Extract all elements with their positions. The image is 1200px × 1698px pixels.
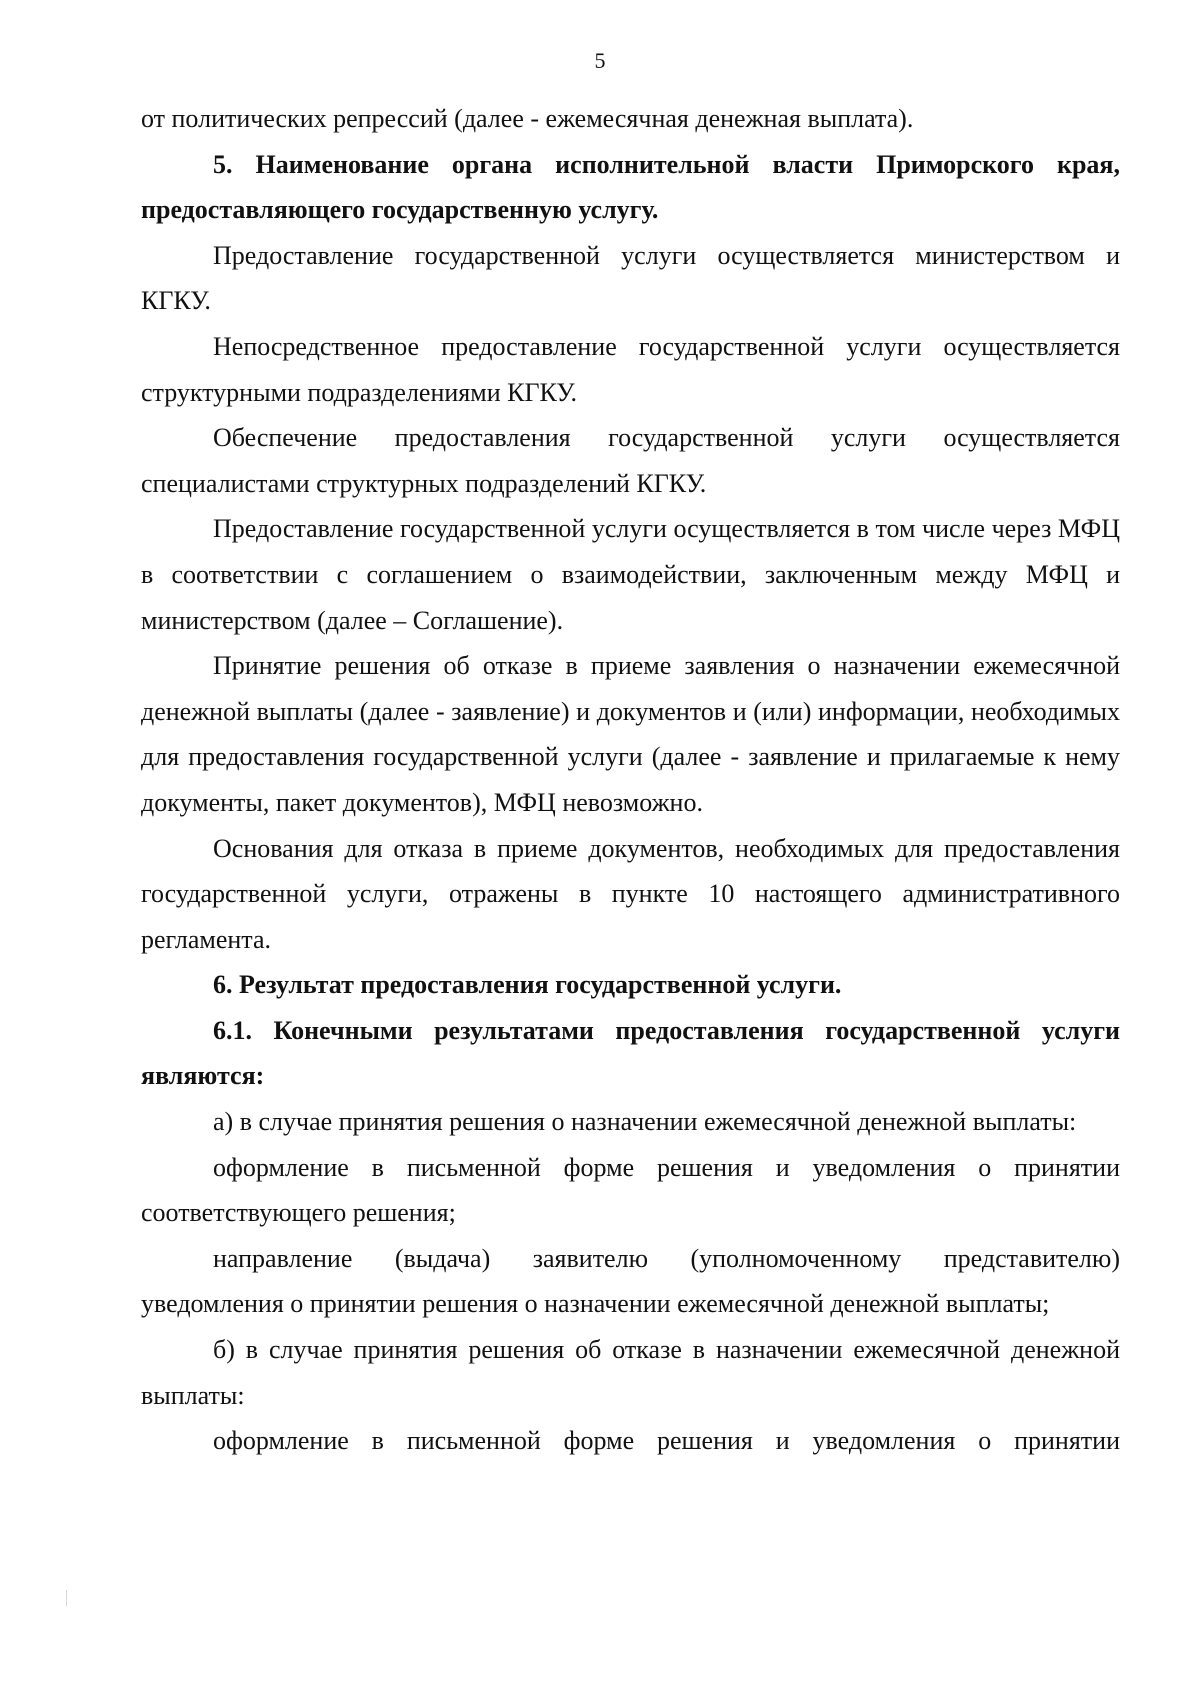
paragraph-continues: оформление в письменной форме решения и уведомления о принятии — [213, 1426, 1120, 1456]
section-heading: 5. Наименование органа исполнительной власти Приморского края, предоставляющего государственную услугу. — [141, 149, 1120, 225]
list-item: б) в случае принятия решения об отказе в назначении ежемесячной денежной выплаты: — [141, 1335, 1120, 1410]
paragraph: Предоставление государственной услуги осуществляется министерством и КГКУ. — [141, 240, 1120, 316]
section-heading: 6. Результат предоставления государственной услуги. — [213, 970, 842, 1000]
list-item: а) в случае принятия решения о назначении ежемесячной денежной выплаты: — [213, 1107, 1077, 1137]
document-body — [141, 96, 1120, 1464]
paragraph: от политических репрессий (далее - ежемесячная денежная выплата). — [141, 104, 914, 133]
paragraph: направление (выдача) заявителю (уполномоченному представителю) уведомления о принятии решения о назначении ежемесячной денежной выплаты; — [141, 1243, 1120, 1319]
scan-artifact — [66, 1590, 67, 1606]
paragraph: Принятие решения об отказе в приеме заявления о назначении ежемесячной денежной выплаты (далее - заявление) и документов и (или) информации, необходимых для предоставления государственной услуги (далее - заявление и прилагаемые к нему документы, пакет документов), МФЦ невозможно. — [141, 651, 1120, 817]
page-number: 5 — [594, 48, 606, 73]
paragraph: оформление в письменной форме решения и уведомления о принятии соответствующего решения; — [141, 1152, 1120, 1228]
paragraph: Непосредственное предоставление государственной услуги осуществляется структурными подразделениями КГКУ. — [141, 331, 1120, 407]
paragraph: Обеспечение предоставления государственной услуги осуществляется специалистами структурных подразделений КГКУ. — [141, 423, 1120, 498]
paragraph: Основания для отказа в приеме документов, необходимых для предоставления государственной услуги, отражены в пункте 10 настоящего административного регламента. — [141, 833, 1120, 954]
paragraph: Предоставление государственной услуги осуществляется в том числе через МФЦ в соответствии с соглашением о взаимодействии, заключенным между МФЦ и министерством (далее – Соглашение). — [141, 514, 1120, 635]
subsection-heading: 6.1. Конечными результатами предоставления государственной услуги являются: — [141, 1015, 1120, 1091]
